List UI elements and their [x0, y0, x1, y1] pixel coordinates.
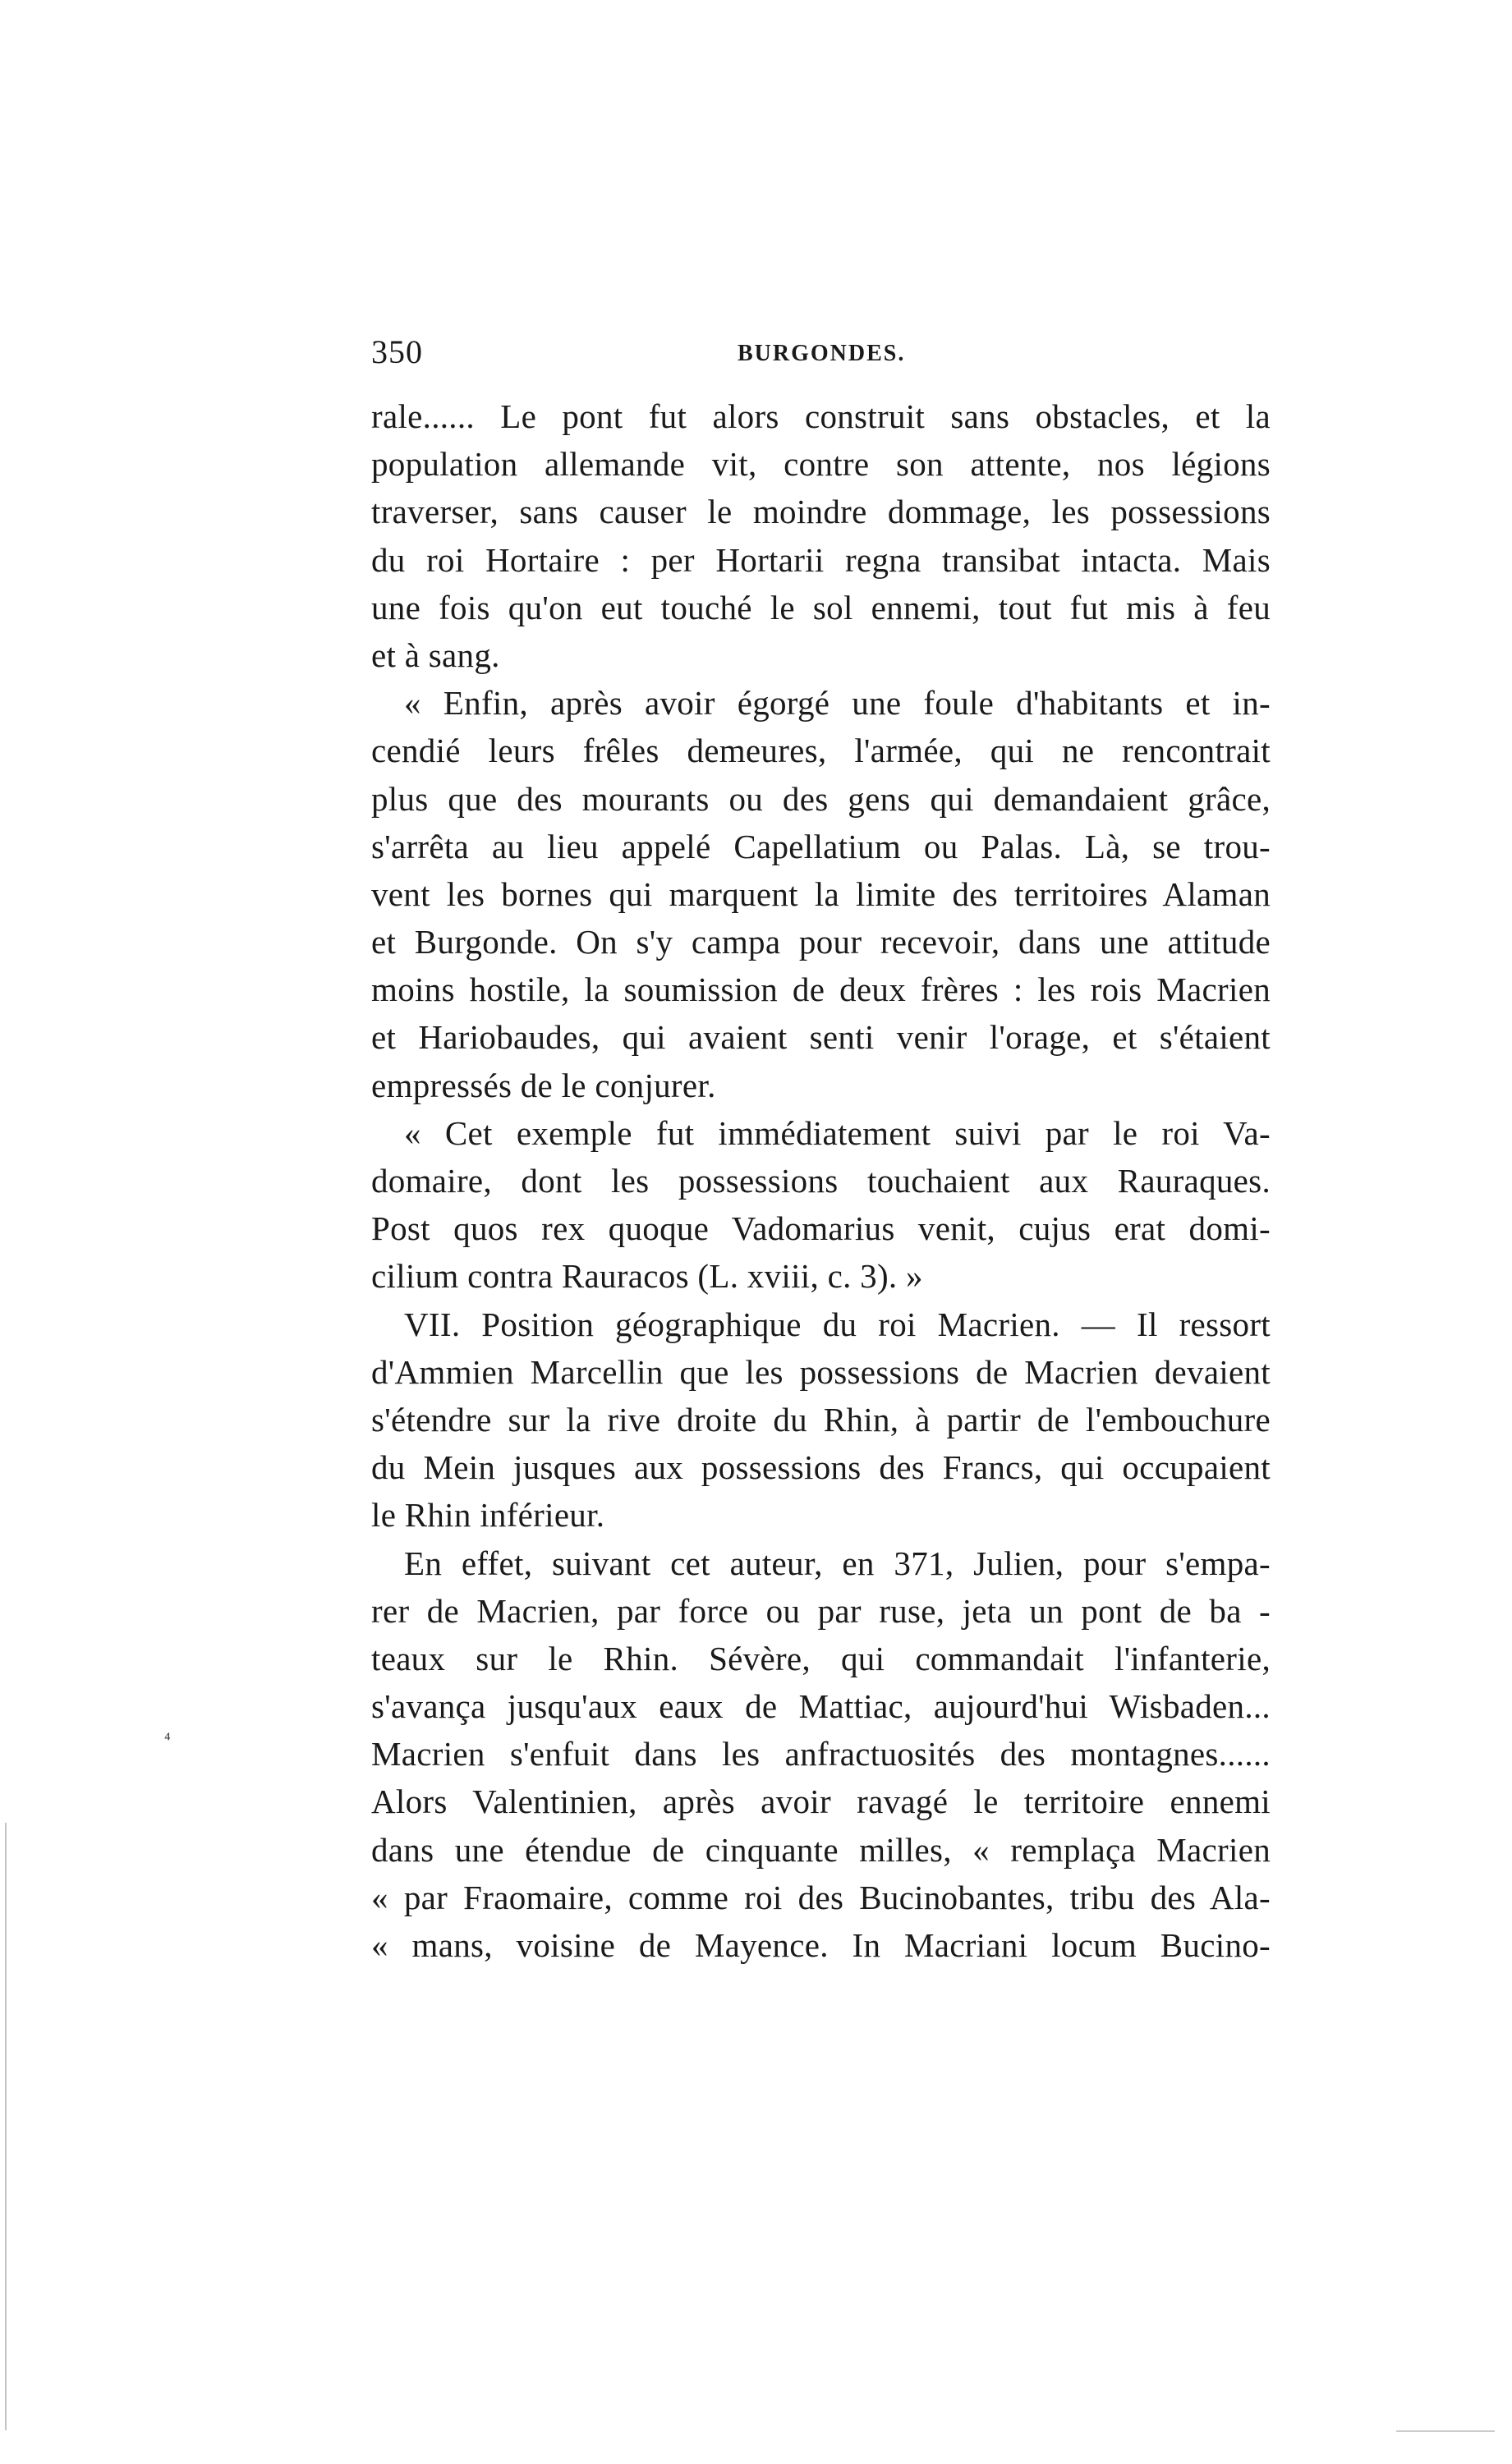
scan-edge-rule	[1396, 2430, 1495, 2432]
text-line: Macrien s'enfuit dans les anfractuosités des montagnes......	[371, 1735, 1271, 1773]
text-line: s'avança jusqu'aux eaux de Mattiac, aujourd'hui Wisbaden...	[371, 1687, 1271, 1726]
text-line: moins hostile, la soumission de deux frères : les rois Macrien	[371, 970, 1271, 1009]
text-line: cilium contra Rauracos (L. xviii, c. 3). »	[371, 1257, 923, 1296]
text-line: du Mein jusques aux possessions des Francs, qui occupaient	[371, 1448, 1271, 1487]
page-number: 350	[371, 333, 423, 370]
scan-edge-line	[5, 1823, 7, 2430]
text-line: teaux sur le Rhin. Sévère, qui commandait l'infanterie,	[371, 1639, 1271, 1677]
text-line: « Cet exemple fut immédiatement suivi par le roi Va-	[404, 1113, 1271, 1152]
text-line: VII. Position géographique du roi Macrien. — Il ressort	[404, 1305, 1271, 1343]
text-line: et Burgonde. On s'y campa pour recevoir, dans une attitude	[371, 923, 1271, 961]
text-line: cendié leurs frêles demeures, l'armée, qui ne rencontrait	[371, 732, 1271, 770]
text-line: et Hariobaudes, qui avaient senti venir l'orage, et s'étaient	[371, 1018, 1271, 1057]
text-line: Alors Valentinien, après avoir ravagé le territoire ennemi	[371, 1783, 1271, 1821]
text-line: s'arrêta au lieu appelé Capellatium ou Palas. Là, se trou-	[371, 827, 1271, 865]
body-text	[371, 392, 1271, 1969]
text-line: En effet, suivant cet auteur, en 371, Julien, pour s'empa-	[404, 1544, 1271, 1582]
text-line: d'Ammien Marcellin que les possessions de Macrien devaient	[371, 1352, 1271, 1391]
text-line: Post quos rex quoque Vadomarius venit, cujus erat domi-	[371, 1209, 1271, 1248]
text-line: dans une étendue de cinquante milles, « remplaça Macrien	[371, 1830, 1271, 1869]
text-line: vent les bornes qui marquent la limite des territoires Alaman	[371, 874, 1271, 913]
text-line: empressés de le conjurer.	[371, 1066, 716, 1104]
text-line: plus que des mourants ou des gens qui demandaient grâce,	[371, 779, 1271, 818]
text-line: domaire, dont les possessions touchaient aux Rauraques.	[371, 1162, 1271, 1200]
text-line: « mans, voisine de Mayence. In Macriani locum Bucino-	[371, 1926, 1271, 1964]
text-line: rer de Macrien, par force ou par ruse, jeta un pont de ba -	[371, 1591, 1271, 1630]
text-line: du roi Hortaire : per Hortarii regna transibat intacta. Mais	[371, 540, 1271, 579]
text-line: une fois qu'on eut touché le sol ennemi, tout fut mis à feu	[371, 588, 1271, 626]
margin-mark: ⁴	[164, 1728, 171, 1749]
text-line: « par Fraomaire, comme roi des Bucinobantes, tribu des Ala-	[371, 1878, 1271, 1916]
text-line: rale...... Le pont fut alors construit sans obstacles, et la	[371, 397, 1271, 435]
text-line: le Rhin inférieur.	[371, 1496, 605, 1535]
text-line: population allemande vit, contre son attente, nos légions	[371, 445, 1271, 484]
text-line: et à sang.	[371, 636, 500, 674]
text-line: s'étendre sur la rive droite du Rhin, à partir de l'embouchure	[371, 1400, 1271, 1438]
running-head: BURGONDES.	[738, 341, 906, 366]
text-line: « Enfin, après avoir égorgé une foule d'habitants et in-	[404, 684, 1271, 723]
page-header	[371, 333, 1271, 382]
text-line: traverser, sans causer le moindre dommage, les possessions	[371, 493, 1271, 531]
